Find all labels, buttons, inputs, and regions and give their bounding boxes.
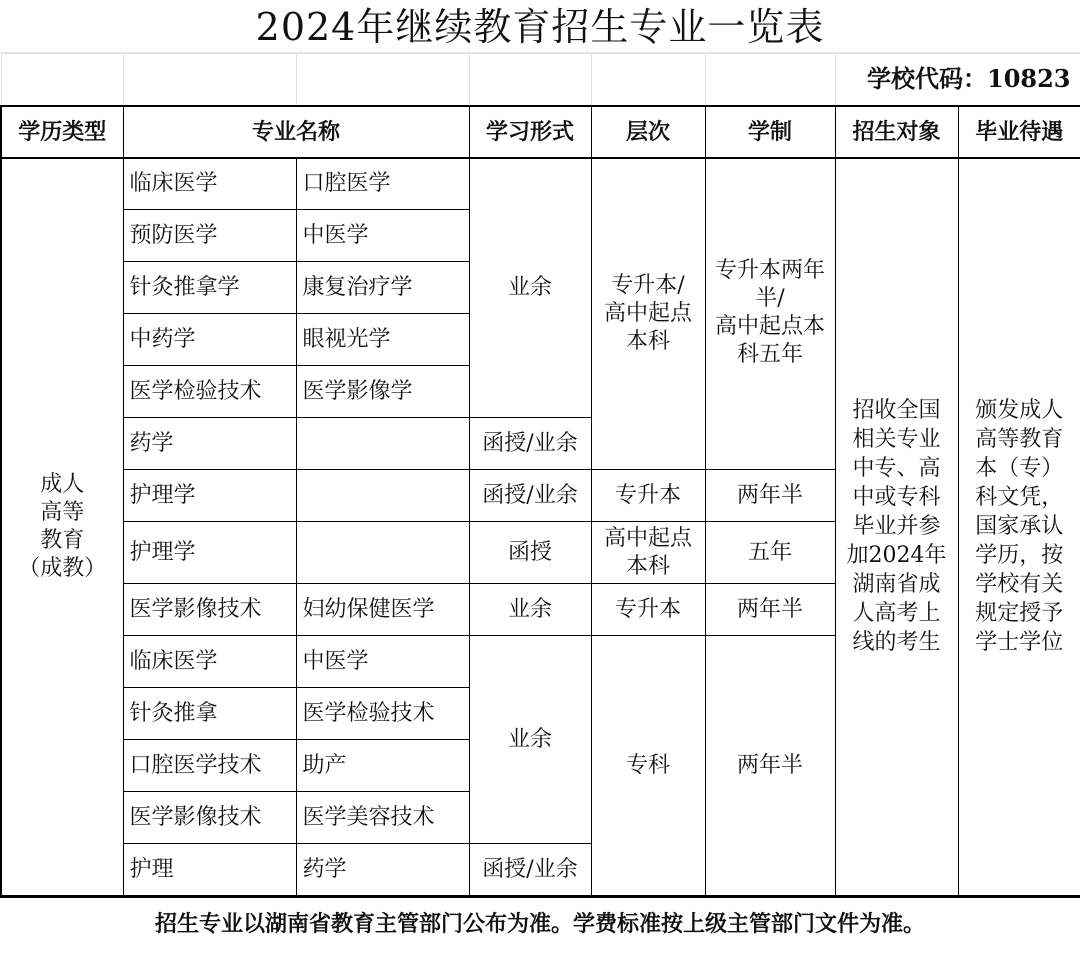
benefit-cell: 颁发成人 高等教育 本（专） 科文凭， 国家承认 学历，按 学校有关 规定授予 学士学位 bbox=[958, 158, 1080, 896]
duration-cell: 两年半 bbox=[705, 584, 835, 636]
major-cell: 中药学 bbox=[123, 314, 296, 366]
major-cell: 临床医学 bbox=[123, 636, 296, 688]
major-cell: 护理学 bbox=[123, 522, 296, 584]
major-cell: 护理 bbox=[123, 844, 296, 896]
header-form: 学习形式 bbox=[469, 106, 591, 158]
level-cell: 专升本/ 高中起点 本科 bbox=[591, 158, 705, 470]
target-cell: 招收全国 相关专业 中专、高 中或专科 毕业并参 加2024年 湖南省成 人高考上 线的考生 bbox=[835, 158, 958, 896]
major-cell: 中医学 bbox=[296, 636, 469, 688]
major-cell: 康复治疗学 bbox=[296, 262, 469, 314]
major-cell: 药学 bbox=[123, 418, 296, 470]
header-benefit: 毕业待遇 bbox=[958, 106, 1080, 158]
header-major: 专业名称 bbox=[123, 106, 469, 158]
enrollment-table bbox=[0, 53, 1080, 896]
form-cell: 函授/业余 bbox=[469, 844, 591, 896]
form-cell: 业余 bbox=[469, 636, 591, 844]
major-cell: 眼视光学 bbox=[296, 314, 469, 366]
major-cell: 预防医学 bbox=[123, 210, 296, 262]
form-cell: 业余 bbox=[469, 584, 591, 636]
major-cell: 助产 bbox=[296, 740, 469, 792]
footer-note: 招生专业以湖南省教育主管部门公布为准。学费标准按上级主管部门文件为准。 bbox=[0, 896, 1080, 951]
major-cell: 医学检验技术 bbox=[296, 688, 469, 740]
header-type: 学历类型 bbox=[1, 106, 123, 158]
major-cell: 医学影像学 bbox=[296, 366, 469, 418]
major-cell: 医学检验技术 bbox=[123, 366, 296, 418]
duration-cell: 专升本两年 半/ 高中起点本 科五年 bbox=[705, 158, 835, 470]
major-cell: 妇幼保健医学 bbox=[296, 584, 469, 636]
level-cell: 专升本 bbox=[591, 584, 705, 636]
major-cell bbox=[296, 418, 469, 470]
level-cell: 专升本 bbox=[591, 470, 705, 522]
duration-cell: 五年 bbox=[705, 522, 835, 584]
duration-cell: 两年半 bbox=[705, 470, 835, 522]
header-duration: 学制 bbox=[705, 106, 835, 158]
form-cell: 业余 bbox=[469, 158, 591, 418]
major-cell: 护理学 bbox=[123, 470, 296, 522]
form-cell: 函授 bbox=[469, 522, 591, 584]
major-cell bbox=[296, 470, 469, 522]
education-type-cell: 成人 高等 教育 （成教） bbox=[1, 158, 123, 896]
form-cell: 函授/业余 bbox=[469, 418, 591, 470]
header-level: 层次 bbox=[591, 106, 705, 158]
level-cell: 高中起点 本科 bbox=[591, 522, 705, 584]
school-code: 学校代码：10823 bbox=[835, 54, 1080, 106]
major-cell: 中医学 bbox=[296, 210, 469, 262]
major-cell: 口腔医学技术 bbox=[123, 740, 296, 792]
major-cell: 医学影像技术 bbox=[123, 584, 296, 636]
level-cell: 专科 bbox=[591, 636, 705, 896]
major-cell: 药学 bbox=[296, 844, 469, 896]
major-cell: 医学美容技术 bbox=[296, 792, 469, 844]
major-cell: 针灸推拿学 bbox=[123, 262, 296, 314]
major-cell: 临床医学 bbox=[123, 158, 296, 210]
header-target: 招生对象 bbox=[835, 106, 958, 158]
major-cell: 口腔医学 bbox=[296, 158, 469, 210]
major-cell: 针灸推拿 bbox=[123, 688, 296, 740]
duration-cell: 两年半 bbox=[705, 636, 835, 896]
major-cell bbox=[296, 522, 469, 584]
page-title: 2024年继续教育招生专业一览表 bbox=[0, 0, 1080, 53]
form-cell: 函授/业余 bbox=[469, 470, 591, 522]
major-cell: 医学影像技术 bbox=[123, 792, 296, 844]
